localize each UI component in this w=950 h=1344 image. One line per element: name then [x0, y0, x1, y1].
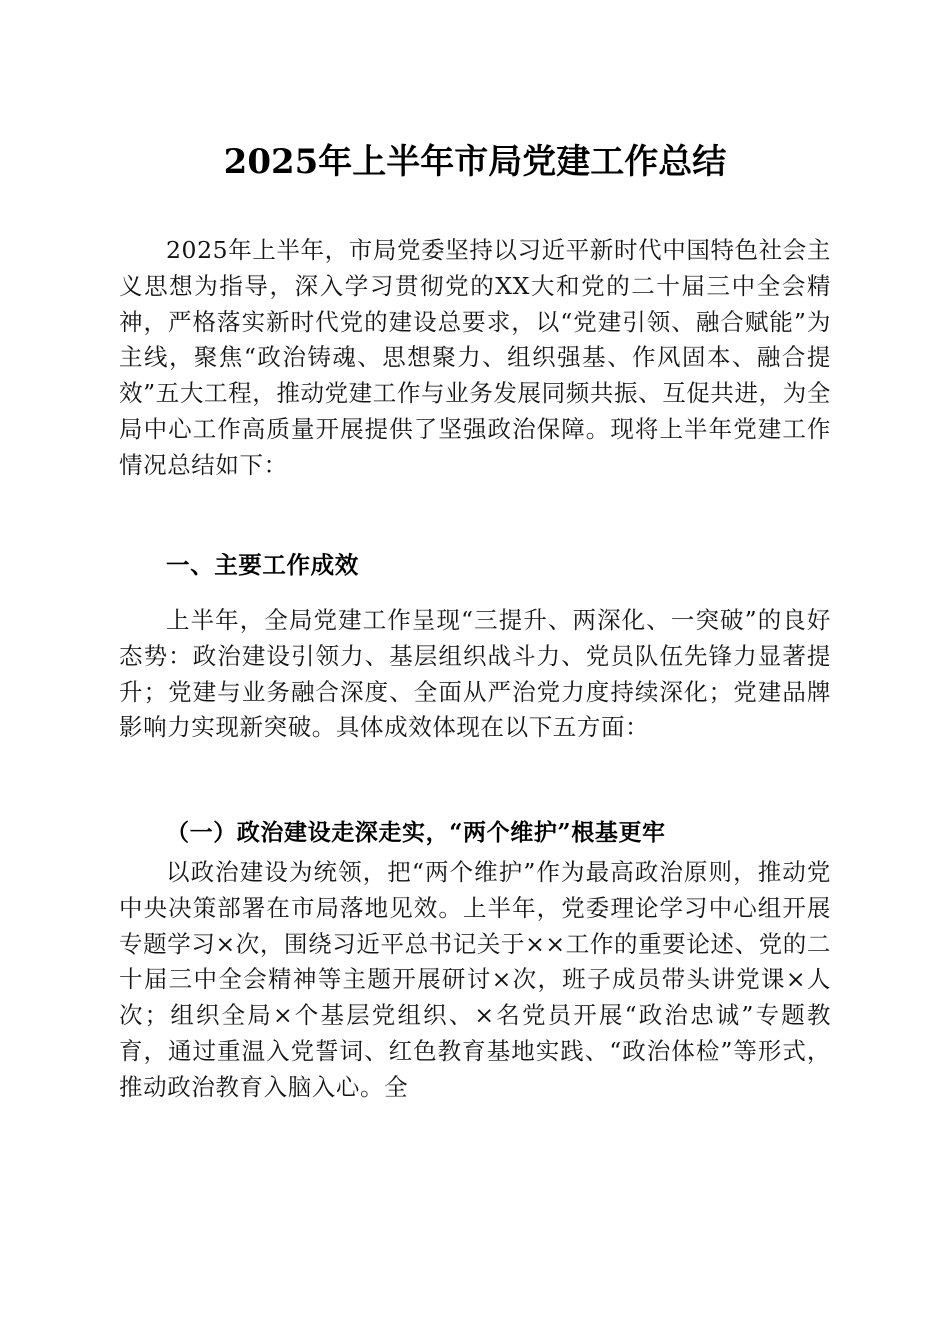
intro-paragraph: 2025年上半年，市局党委坚持以习近平新时代中国特色社会主义思想为指导，深入学习贯彻党的XX大和党的二十届三中全会精神，严格落实新时代党的建设总要求，以“党建引领、融合赋能”为主线，聚焦“政治铸魂、思想聚力、组织强基、作风固本、融合提效”五大工程，推动党建工作与业务发展同频共振、互促共进，为全局中心工作高质量开展提供了坚强政治保障。现将上半年党建工作情况总结如下： [119, 236, 831, 479]
political-building-paragraph: 以政治建设为统领，把“两个维护”作为最高政治原则，推动党中央决策部署在市局落地见效。上半年，党委理论学习中心组开展专题学习×次，围绕习近平总书记关于××工作的重要论述、党的二十届三中全会精神等主题开展研讨×次，班子成员带头讲党课×人次；组织全局×个基层党组织、×名党员开展“政治忠诚”专题教育，通过重温入党誓词、红色教育基地实践、“政治体检”等形式，推动政治教育入脑入心。全 [119, 858, 831, 1101]
document-title: 2025年上半年市局党建工作总结 [223, 142, 727, 182]
subsection-heading-political-building: （一）政治建设走深走实，“两个维护”根基更牢 [166, 819, 666, 846]
overview-paragraph: 上半年，全局党建工作呈现“三提升、两深化、一突破”的良好态势：政治建设引领力、基层组织战斗力、党员队伍先锋力显著提升；党建与业务融合深度、全面从严治党力度持续深化；党建品牌影响力实现新突破。具体成效体现在以下五方面： [119, 606, 831, 742]
section-heading-main-achievements: 一、主要工作成效 [166, 551, 359, 579]
